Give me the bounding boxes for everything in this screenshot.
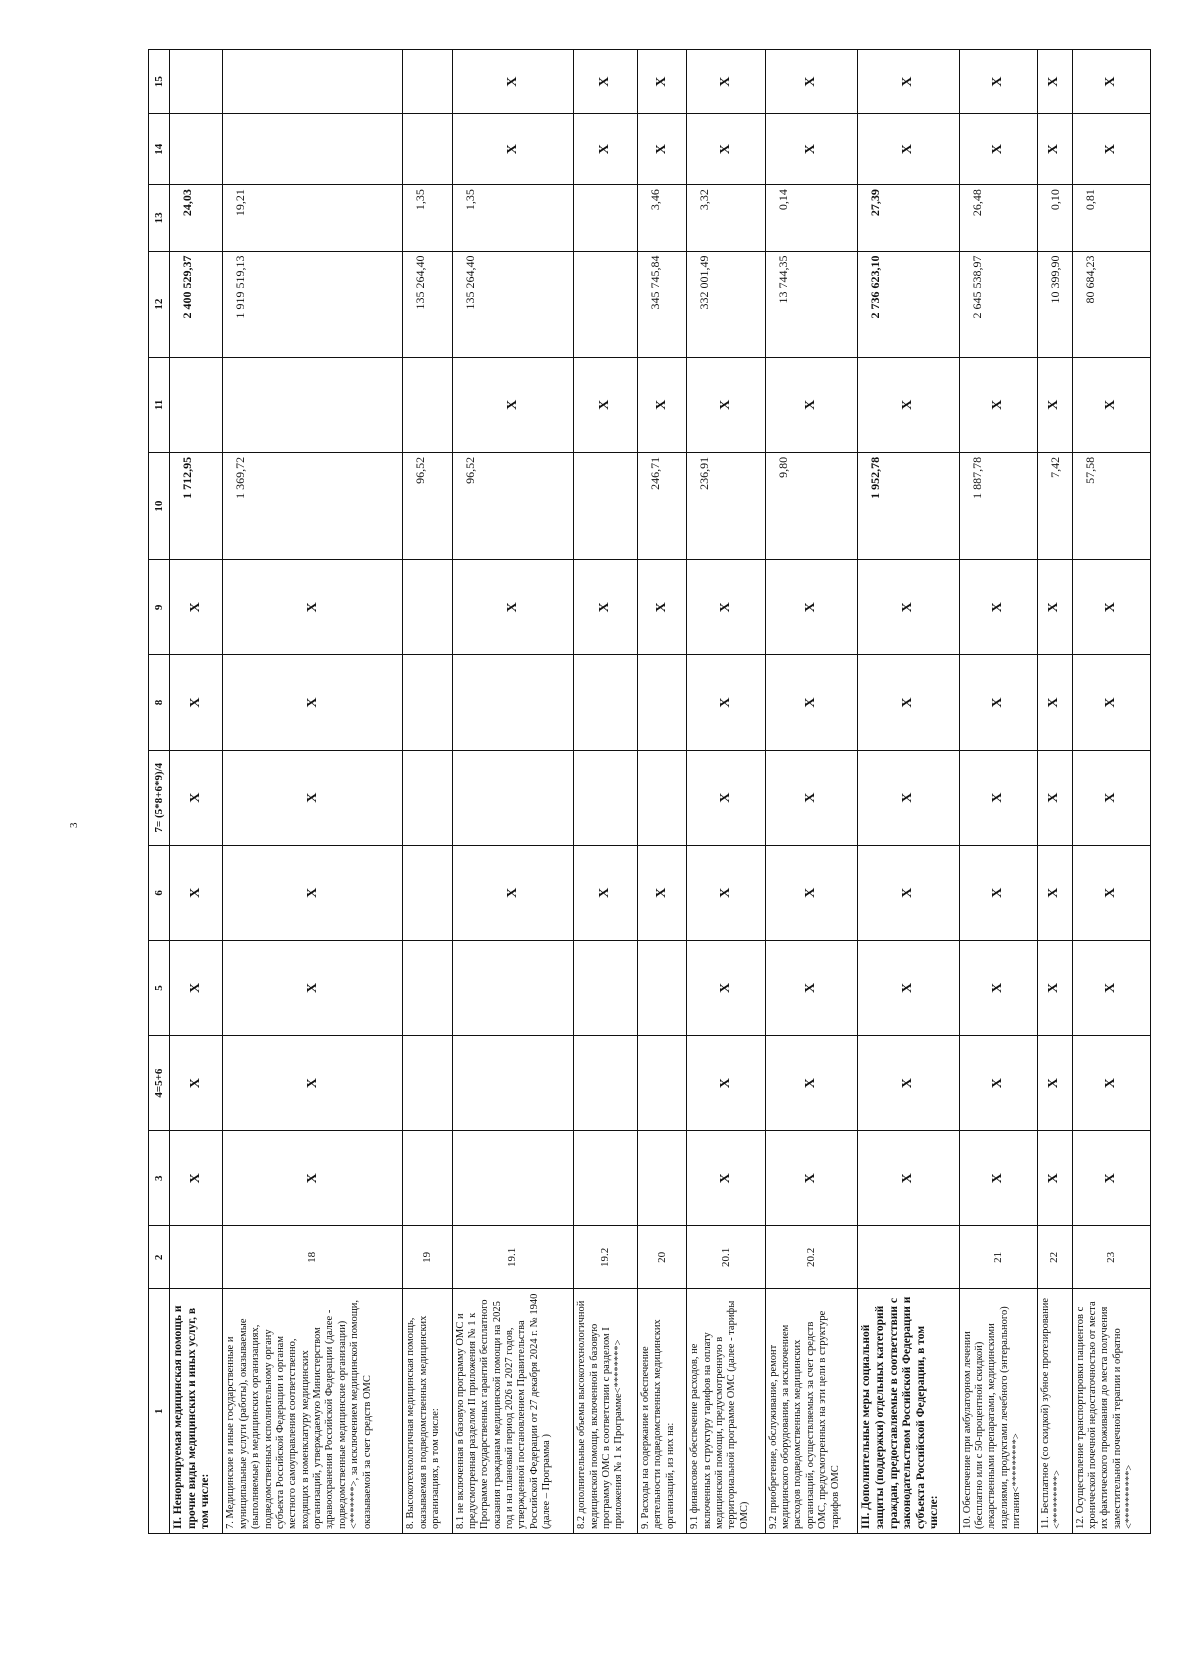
not-applicable-mark: X bbox=[223, 1131, 403, 1226]
not-applicable-mark: X bbox=[858, 357, 959, 452]
not-applicable-mark: X bbox=[1072, 940, 1150, 1035]
empty-cell bbox=[170, 357, 223, 452]
not-applicable-mark: X bbox=[574, 845, 638, 940]
not-applicable-mark: X bbox=[1072, 655, 1150, 750]
not-applicable-mark: X bbox=[765, 845, 858, 940]
column-header: 3 bbox=[149, 1131, 170, 1226]
rotated-table-wrapper bbox=[148, 49, 1151, 1534]
not-applicable-mark: X bbox=[452, 50, 574, 114]
not-applicable-mark: X bbox=[765, 940, 858, 1035]
not-applicable-mark: X bbox=[574, 357, 638, 452]
empty-cell bbox=[403, 845, 452, 940]
empty-cell bbox=[452, 750, 574, 845]
empty-cell bbox=[574, 940, 638, 1035]
row-label: 9.1 финансовое обеспечение расходов, не включенных в структуру тарифов на оплату медицинской помощи, предусмотренную в территориальной программе ОМС (далее - тарифы ОМС) bbox=[687, 1289, 765, 1534]
column-header: 15 bbox=[149, 50, 170, 114]
value-cell: 1 369,72 bbox=[223, 452, 403, 559]
not-applicable-mark: X bbox=[959, 655, 1037, 750]
empty-cell bbox=[574, 185, 638, 251]
value-cell: 0,14 bbox=[765, 185, 858, 251]
not-applicable-mark: X bbox=[170, 1036, 223, 1131]
not-applicable-mark: X bbox=[223, 560, 403, 655]
empty-cell bbox=[638, 750, 687, 845]
not-applicable-mark: X bbox=[223, 940, 403, 1035]
header-row bbox=[149, 50, 170, 1534]
row-label: 11. Бесплатное (со скидкой) зубное протезирование <*********> bbox=[1037, 1289, 1072, 1534]
value-cell: 1 919 519,13 bbox=[223, 251, 403, 357]
value-cell: 332 001,49 bbox=[687, 251, 765, 357]
not-applicable-mark: X bbox=[687, 940, 765, 1035]
value-cell: 2 736 623,10 bbox=[858, 251, 959, 357]
empty-cell bbox=[223, 357, 403, 452]
not-applicable-mark: X bbox=[170, 940, 223, 1035]
empty-cell bbox=[403, 560, 452, 655]
not-applicable-mark: X bbox=[638, 560, 687, 655]
value-cell: 1,35 bbox=[452, 185, 574, 251]
column-header: 14 bbox=[149, 114, 170, 185]
not-applicable-mark: X bbox=[765, 1131, 858, 1226]
not-applicable-mark: X bbox=[1072, 50, 1150, 114]
not-applicable-mark: X bbox=[452, 357, 574, 452]
not-applicable-mark: X bbox=[638, 845, 687, 940]
table-row bbox=[959, 50, 1037, 1534]
not-applicable-mark: X bbox=[638, 114, 687, 185]
not-applicable-mark: X bbox=[1072, 114, 1150, 185]
not-applicable-mark: X bbox=[1037, 50, 1072, 114]
empty-cell bbox=[574, 1131, 638, 1226]
row-code: 20.1 bbox=[687, 1226, 765, 1289]
table-row bbox=[452, 50, 574, 1534]
not-applicable-mark: X bbox=[223, 845, 403, 940]
empty-cell bbox=[223, 114, 403, 185]
empty-cell bbox=[638, 1036, 687, 1131]
table-row bbox=[858, 50, 959, 1534]
row-label: II. Ненормируемая медицинская помощь и прочие виды медицинских и иных услуг, в том числе: bbox=[170, 1289, 223, 1534]
column-header: 10 bbox=[149, 452, 170, 559]
not-applicable-mark: X bbox=[687, 655, 765, 750]
value-cell: 96,52 bbox=[452, 452, 574, 559]
not-applicable-mark: X bbox=[1037, 357, 1072, 452]
row-label: 8.1 не включенная в базовую программу ОМС и предусмотренная разделом II приложения № 1 к Программе государственных гарантий бесплатного оказания гражданам медицинской помощи на 2025 год и на плановый период 2026 и 2027 годов, утвержденной постановлением Правительства Российской Федерации от 27 декабря 2024 г. № 1940 (далее – Программа ) bbox=[452, 1289, 574, 1534]
not-applicable-mark: X bbox=[959, 845, 1037, 940]
not-applicable-mark: X bbox=[170, 560, 223, 655]
not-applicable-mark: X bbox=[858, 845, 959, 940]
value-cell: 2 645 538,97 bbox=[959, 251, 1037, 357]
table-row bbox=[223, 50, 403, 1534]
empty-cell bbox=[170, 114, 223, 185]
column-header: 12 bbox=[149, 251, 170, 357]
not-applicable-mark: X bbox=[452, 560, 574, 655]
not-applicable-mark: X bbox=[858, 750, 959, 845]
column-header: 7= (5*8+6*9)/4 bbox=[149, 750, 170, 845]
row-label: 8. Высокотехнологичная медицинская помощь, оказываемая в подведомственных медицинских организациях, в том числе: bbox=[403, 1289, 452, 1534]
not-applicable-mark: X bbox=[223, 750, 403, 845]
not-applicable-mark: X bbox=[959, 560, 1037, 655]
empty-cell bbox=[403, 1036, 452, 1131]
table-row bbox=[765, 50, 858, 1534]
table-body bbox=[170, 50, 1151, 1534]
value-cell: 246,71 bbox=[638, 452, 687, 559]
row-code: 22 bbox=[1037, 1226, 1072, 1289]
not-applicable-mark: X bbox=[170, 845, 223, 940]
empty-cell bbox=[403, 750, 452, 845]
financing-table bbox=[148, 49, 1151, 1534]
column-header: 13 bbox=[149, 185, 170, 251]
row-code: 20.2 bbox=[765, 1226, 858, 1289]
column-header: 5 bbox=[149, 940, 170, 1035]
value-cell: 9,80 bbox=[765, 452, 858, 559]
table-row bbox=[403, 50, 452, 1534]
not-applicable-mark: X bbox=[687, 560, 765, 655]
not-applicable-mark: X bbox=[687, 50, 765, 114]
not-applicable-mark: X bbox=[687, 1036, 765, 1131]
not-applicable-mark: X bbox=[452, 845, 574, 940]
empty-cell bbox=[403, 50, 452, 114]
empty-cell bbox=[574, 452, 638, 559]
not-applicable-mark: X bbox=[959, 1036, 1037, 1131]
not-applicable-mark: X bbox=[765, 1036, 858, 1131]
row-label: 9. Расходы на содержание и обеспечение деятельности подведомственных медицинских организаций, из них на: bbox=[638, 1289, 687, 1534]
row-code bbox=[858, 1226, 959, 1289]
not-applicable-mark: X bbox=[858, 50, 959, 114]
value-cell: 13 744,35 bbox=[765, 251, 858, 357]
not-applicable-mark: X bbox=[1037, 114, 1072, 185]
not-applicable-mark: X bbox=[687, 114, 765, 185]
empty-cell bbox=[403, 655, 452, 750]
empty-cell bbox=[452, 1131, 574, 1226]
not-applicable-mark: X bbox=[574, 50, 638, 114]
not-applicable-mark: X bbox=[765, 655, 858, 750]
value-cell: 24,03 bbox=[170, 185, 223, 251]
empty-cell bbox=[403, 940, 452, 1035]
not-applicable-mark: X bbox=[765, 50, 858, 114]
value-cell: 1 887,78 bbox=[959, 452, 1037, 559]
not-applicable-mark: X bbox=[959, 1131, 1037, 1226]
column-header: 8 bbox=[149, 655, 170, 750]
row-code: 19 bbox=[403, 1226, 452, 1289]
not-applicable-mark: X bbox=[1072, 1131, 1150, 1226]
empty-cell bbox=[574, 750, 638, 845]
empty-cell bbox=[574, 251, 638, 357]
row-label: III. Дополнительные меры социальной защиты (поддержки) отдельных категорий граждан, предоставляемые в соответствии с законодательством Российской Федерации и субъекта Российской Федерации, в том числе: bbox=[858, 1289, 959, 1534]
not-applicable-mark: X bbox=[638, 50, 687, 114]
column-header: 9 bbox=[149, 560, 170, 655]
value-cell: 19,21 bbox=[223, 185, 403, 251]
not-applicable-mark: X bbox=[1037, 1036, 1072, 1131]
table-row bbox=[170, 50, 223, 1534]
not-applicable-mark: X bbox=[638, 357, 687, 452]
not-applicable-mark: X bbox=[687, 750, 765, 845]
empty-cell bbox=[452, 655, 574, 750]
empty-cell bbox=[574, 655, 638, 750]
value-cell: 236,91 bbox=[687, 452, 765, 559]
column-header: 1 bbox=[149, 1289, 170, 1534]
row-code: 19.1 bbox=[452, 1226, 574, 1289]
row-label: 10. Обеспечение при амбулаторном лечении (бесплатно или с 50-процентной скидкой) лекарственными препаратами, медицинскими изделиями, продуктами лечебного (энтерального) питания<*********> bbox=[959, 1289, 1037, 1534]
not-applicable-mark: X bbox=[1037, 560, 1072, 655]
not-applicable-mark: X bbox=[765, 560, 858, 655]
empty-cell bbox=[638, 1131, 687, 1226]
not-applicable-mark: X bbox=[765, 750, 858, 845]
not-applicable-mark: X bbox=[687, 1131, 765, 1226]
empty-cell bbox=[638, 940, 687, 1035]
empty-cell bbox=[403, 1131, 452, 1226]
not-applicable-mark: X bbox=[1072, 845, 1150, 940]
empty-cell bbox=[403, 357, 452, 452]
value-cell: 1 952,78 bbox=[858, 452, 959, 559]
value-cell: 345 745,84 bbox=[638, 251, 687, 357]
value-cell: 0,10 bbox=[1037, 185, 1072, 251]
not-applicable-mark: X bbox=[858, 560, 959, 655]
empty-cell bbox=[223, 50, 403, 114]
column-header: 11 bbox=[149, 357, 170, 452]
value-cell: 80 684,23 bbox=[1072, 251, 1150, 357]
not-applicable-mark: X bbox=[1072, 357, 1150, 452]
table-row bbox=[574, 50, 638, 1534]
value-cell: 3,32 bbox=[687, 185, 765, 251]
table-row bbox=[687, 50, 765, 1534]
row-label: 7. Медицинские и иные государственные и муниципальные услуги (работы), оказываемые (выполняемые) в медицинских организациях, подведомственных исполнительному органу субъекта Российской Федерации и органам местного самоуправления соответственно, входящих в номенклатуру медицинских организаций, утверждаемую Министерством здравоохранения Российской Федерации (далее - подведомственные медицинские организации) <*******>, за исключением медицинской помощи, оказываемой за счет средств ОМС bbox=[223, 1289, 403, 1534]
not-applicable-mark: X bbox=[1037, 1131, 1072, 1226]
not-applicable-mark: X bbox=[1037, 845, 1072, 940]
value-cell: 26,48 bbox=[959, 185, 1037, 251]
value-cell: 135 264,40 bbox=[452, 251, 574, 357]
value-cell: 7,42 bbox=[1037, 452, 1072, 559]
value-cell: 0,81 bbox=[1072, 185, 1150, 251]
not-applicable-mark: X bbox=[223, 1036, 403, 1131]
not-applicable-mark: X bbox=[1037, 940, 1072, 1035]
row-code: 18 bbox=[223, 1226, 403, 1289]
value-cell: 1 712,95 bbox=[170, 452, 223, 559]
empty-cell bbox=[638, 655, 687, 750]
empty-cell bbox=[452, 940, 574, 1035]
not-applicable-mark: X bbox=[959, 357, 1037, 452]
row-code: 20 bbox=[638, 1226, 687, 1289]
row-label: 8.2 дополнительные объемы высокотехнологичной медицинской помощи, включенной в базовую программу ОМС в соответствии с разделом I приложения № 1 к Программе<********> bbox=[574, 1289, 638, 1534]
not-applicable-mark: X bbox=[170, 750, 223, 845]
not-applicable-mark: X bbox=[1072, 750, 1150, 845]
row-label: 12. Осуществление транспортировки пациентов с хронической почечной недостаточностью от места их фактического проживания до места получения заместительной почечной терапии и обратно <**********> bbox=[1072, 1289, 1150, 1534]
not-applicable-mark: X bbox=[858, 1131, 959, 1226]
row-code bbox=[170, 1226, 223, 1289]
not-applicable-mark: X bbox=[452, 114, 574, 185]
value-cell: 135 264,40 bbox=[403, 251, 452, 357]
not-applicable-mark: X bbox=[858, 114, 959, 185]
empty-cell bbox=[574, 1036, 638, 1131]
column-header: 6 bbox=[149, 845, 170, 940]
value-cell: 10 399,90 bbox=[1037, 251, 1072, 357]
row-code: 23 bbox=[1072, 1226, 1150, 1289]
not-applicable-mark: X bbox=[170, 1131, 223, 1226]
not-applicable-mark: X bbox=[959, 940, 1037, 1035]
not-applicable-mark: X bbox=[959, 114, 1037, 185]
not-applicable-mark: X bbox=[170, 655, 223, 750]
column-header: 4=5+6 bbox=[149, 1036, 170, 1131]
table-row bbox=[638, 50, 687, 1534]
not-applicable-mark: X bbox=[959, 50, 1037, 114]
empty-cell bbox=[403, 114, 452, 185]
empty-cell bbox=[452, 1036, 574, 1131]
not-applicable-mark: X bbox=[1037, 750, 1072, 845]
not-applicable-mark: X bbox=[1037, 655, 1072, 750]
not-applicable-mark: X bbox=[765, 114, 858, 185]
column-header: 2 bbox=[149, 1226, 170, 1289]
not-applicable-mark: X bbox=[223, 655, 403, 750]
table-row bbox=[1037, 50, 1072, 1534]
not-applicable-mark: X bbox=[765, 357, 858, 452]
not-applicable-mark: X bbox=[574, 560, 638, 655]
table-row bbox=[1072, 50, 1150, 1534]
not-applicable-mark: X bbox=[959, 750, 1037, 845]
not-applicable-mark: X bbox=[858, 940, 959, 1035]
value-cell: 3,46 bbox=[638, 185, 687, 251]
row-code: 21 bbox=[959, 1226, 1037, 1289]
value-cell: 57,58 bbox=[1072, 452, 1150, 559]
not-applicable-mark: X bbox=[574, 114, 638, 185]
not-applicable-mark: X bbox=[687, 845, 765, 940]
not-applicable-mark: X bbox=[1072, 560, 1150, 655]
row-code: 19.2 bbox=[574, 1226, 638, 1289]
row-label: 9.2 приобретение, обслуживание, ремонт медицинского оборудования, за исключением расходов подведомственных медицинских организаций, осуществляемых за счет средств ОМС, предусмотренных на эти цели в структуре тарифов ОМС bbox=[765, 1289, 858, 1534]
empty-cell bbox=[170, 50, 223, 114]
value-cell: 27,39 bbox=[858, 185, 959, 251]
not-applicable-mark: X bbox=[858, 1036, 959, 1131]
not-applicable-mark: X bbox=[687, 357, 765, 452]
page-number: 3 bbox=[68, 822, 80, 828]
not-applicable-mark: X bbox=[1072, 1036, 1150, 1131]
not-applicable-mark: X bbox=[858, 655, 959, 750]
value-cell: 96,52 bbox=[403, 452, 452, 559]
value-cell: 1,35 bbox=[403, 185, 452, 251]
value-cell: 2 400 529,37 bbox=[170, 251, 223, 357]
